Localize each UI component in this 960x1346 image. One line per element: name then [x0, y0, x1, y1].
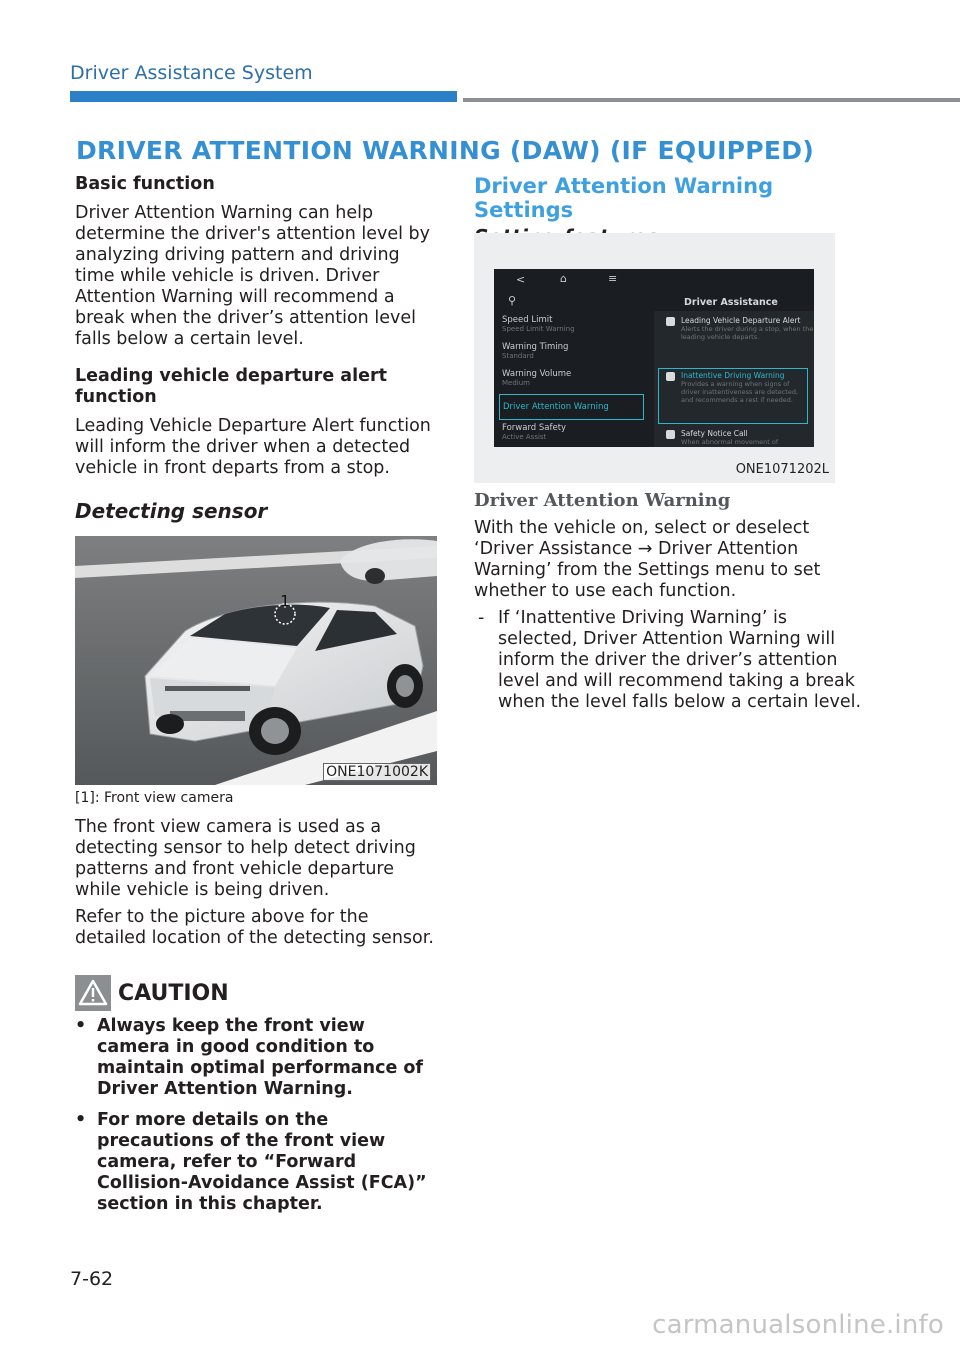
daw-text: With the vehicle on, select or deselect ‘Driver Assistance → Driver Attention Warning’ from the Settings menu to set whether to use each function.: [474, 518, 821, 601]
option-desc: When abnormal movement of: [681, 438, 779, 446]
daw-list-item-text: If ‘Inattentive Driving Warning’ is selected, Driver Attention Warning will inform the driver the driver’s attention level and will recommend taking a break when the level falls below a certain level.: [498, 608, 862, 712]
option-label: Inattentive Driving Warning: [681, 371, 785, 380]
dash-marker: -: [478, 608, 485, 628]
infotainment-screen: [494, 269, 814, 447]
header-rule: [463, 98, 960, 102]
menu-item[interactable]: [502, 315, 644, 342]
menu-item-label: Warning Timing: [502, 342, 569, 352]
option-item-selected[interactable]: [658, 368, 808, 424]
screen-options: [666, 316, 814, 447]
menu-item-sub: Speed Limit Warning: [502, 325, 575, 333]
menu-item-selected[interactable]: [499, 394, 644, 420]
menu-item-sub: Medium: [502, 379, 530, 387]
front-camera-illustration: [75, 536, 437, 785]
option-item[interactable]: [666, 429, 814, 447]
option-desc: Provides a warning when signs of driver inattentiveness are detected, and recommends a rest if needed.: [681, 380, 799, 404]
option-desc: Alerts the driver during a stop, when the leading vehicle departs.: [681, 325, 814, 341]
option-label: Leading Vehicle Departure Alert: [681, 316, 801, 325]
basic-function-text: Driver Attention Warning can help determine the driver's attention level by analyzing driving pattern and driving time while vehicle is driven. Driver Attention Warning will recommend a break when the driver’s attention level falls below a certain level.: [75, 203, 431, 349]
settings-heading: Driver Attention Warning Settings: [474, 174, 774, 222]
caution-item: • For more details on the precautions of the front view camera, refer to “Forward Collision-Avoidance Assist (FCA)” section in this chapter.: [75, 1110, 427, 1214]
detecting-sensor-heading: Detecting sensor: [75, 499, 268, 523]
daw-heading: Driver Attention Warning: [474, 490, 731, 511]
back-icon[interactable]: <: [516, 273, 526, 286]
menu-icon[interactable]: ≡: [608, 272, 618, 285]
checkbox-checked-icon[interactable]: [666, 317, 675, 326]
menu-item-label: Speed Limit: [502, 315, 553, 325]
page-number: 7-62: [70, 1268, 114, 1290]
menu-item[interactable]: [502, 369, 644, 394]
figure-code: ONE1071002K: [323, 763, 431, 781]
menu-item-label: Warning Volume: [502, 369, 572, 379]
caution-label: CAUTION: [118, 981, 229, 1006]
car-illustration: [75, 536, 437, 785]
warning-icon: [75, 975, 111, 1011]
screen-menu: [502, 315, 644, 447]
option-item[interactable]: [666, 316, 814, 368]
daw-list-item: [474, 608, 864, 713]
camera-description: The front view camera is used as a detecting sensor to help detect driving patterns and front vehicle departure while vehicle is being driven.: [75, 817, 416, 900]
camera-marker-label: 1: [280, 592, 290, 610]
settings-screen-figure: [474, 233, 835, 483]
header-rule-accent: [70, 91, 457, 102]
menu-item-label: Forward Safety: [502, 423, 567, 433]
menu-item-label: Driver Attention Warning: [503, 402, 609, 412]
menu-item-sub: Standard: [502, 352, 534, 360]
refer-text: Refer to the picture above for the detailed location of the detecting sensor.: [75, 907, 434, 948]
checkbox-checked-icon[interactable]: [666, 372, 675, 381]
caution-header: [75, 975, 445, 1011]
figure-code: ONE1071202L: [735, 462, 829, 477]
search-icon[interactable]: ⚲: [508, 294, 517, 307]
figure-caption: [1]: Front view camera: [75, 790, 234, 806]
basic-function-heading: Basic function: [75, 174, 215, 194]
caution-item-text: For more details on the precautions of the front view camera, refer to “Forward Collision-Avoidance Assist (FCA)” section in this chapter.: [97, 1110, 427, 1214]
leading-vehicle-heading: Leading vehicle departure alert function: [75, 366, 387, 407]
home-icon[interactable]: ⌂: [560, 272, 567, 285]
caution-item-text: Always keep the front view camera in good condition to maintain optimal performance of Driver Attention Warning.: [97, 1016, 424, 1099]
screen-title: Driver Assistance: [684, 297, 778, 308]
menu-item[interactable]: [502, 342, 644, 369]
caution-item: • Always keep the front view camera in good condition to maintain optimal performance of Driver Attention Warning.: [75, 1016, 424, 1099]
option-label: Safety Notice Call: [681, 429, 748, 438]
menu-item-sub: Active Assist: [502, 433, 547, 441]
section-title: DRIVER ATTENTION WARNING (DAW) (IF EQUIPPED): [76, 136, 815, 165]
caution-list: [75, 1016, 440, 1225]
running-header: Driver Assistance System: [70, 62, 313, 84]
leading-vehicle-text: Leading Vehicle Departure Alert function will inform the driver when a detected vehicle in front departs from a stop.: [75, 416, 431, 478]
watermark: carmanualsonline.info: [652, 1310, 944, 1340]
checkbox-checked-icon[interactable]: [666, 430, 675, 439]
left-column: [75, 172, 440, 523]
menu-item[interactable]: [502, 423, 644, 447]
